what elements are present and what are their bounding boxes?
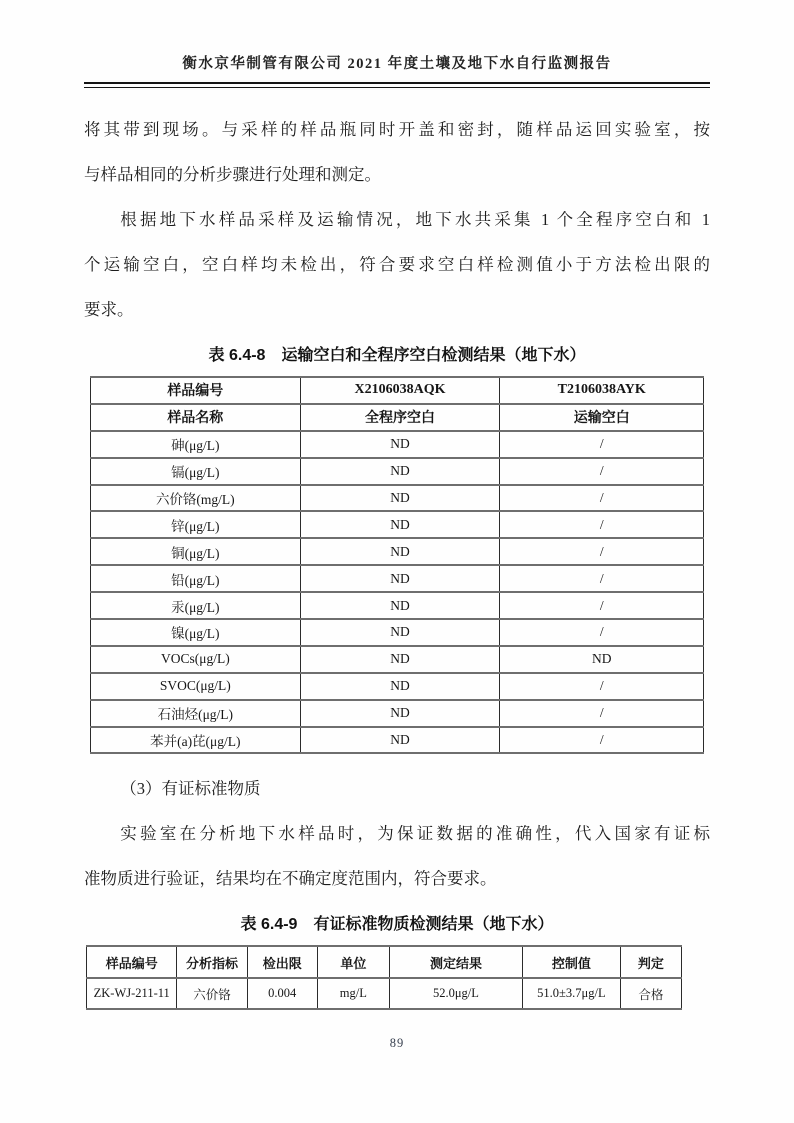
table-cell: 测定结果 [389,946,522,978]
table-cell: / [500,485,704,512]
table-row [87,946,682,978]
table-row [91,377,704,404]
table-row [91,511,704,538]
paragraph-crm-description [84,811,710,901]
table-cell: SVOC(μg/L) [91,673,301,700]
paragraph-sample-handling [84,107,710,197]
table-cell: 砷(μg/L) [91,431,301,458]
table-cell: X2106038AQK [300,377,500,404]
table-cell: 判定 [620,946,681,978]
table-cell: 51.0±3.7μg/L [523,978,621,1010]
page-body [84,107,710,1051]
table-cell: / [500,619,704,646]
table-cell: 苯并(a)芘(μg/L) [91,727,301,754]
table-cell: 锌(μg/L) [91,511,301,538]
table-cell: ND [300,538,500,565]
table-cell: 分析指标 [177,946,247,978]
table-cell: ND [300,619,500,646]
table-row [91,404,704,431]
header-divider [84,82,710,88]
table-cell: ND [300,700,500,727]
paragraph-line: 个运输空白，空白样均未检出，符合要求空白样检测值小于方法检出限的 [84,255,710,274]
paragraph-crm-heading [84,766,710,811]
table-cell: ND [500,646,704,673]
table-cell: / [500,592,704,619]
table-cell: mg/L [317,978,389,1010]
table-row [91,565,704,592]
table-row [91,592,704,619]
table-cell: 石油烃(μg/L) [91,700,301,727]
table-cell: ND [300,565,500,592]
table-cell: / [500,727,704,754]
table-cell: 样品名称 [91,404,301,431]
paragraph-line: （3）有证标准物质 [120,779,261,799]
table-row [91,431,704,458]
table-cell: T2106038AYK [500,377,704,404]
table-cell: 运输空白 [500,404,704,431]
table-cell: 0.004 [247,978,317,1010]
table-cell: 合格 [620,978,681,1010]
paragraph-line: 将其带到现场。与采样的样品瓶同时开盖和密封，随样品运回实验室，按 [84,120,710,139]
table-cell: ND [300,646,500,673]
paragraph-blank-samples [84,197,710,332]
crm-results-table [86,945,682,1010]
table-cell: 六价铬(mg/L) [91,485,301,512]
table-row [91,727,704,754]
table-cell: 检出限 [247,946,317,978]
table-cell: 汞(μg/L) [91,592,301,619]
table-cell: ND [300,592,500,619]
table-cell: ZK-WJ-211-11 [87,978,177,1010]
table-cell: 铜(μg/L) [91,538,301,565]
table-cell: 样品编号 [91,377,301,404]
table-cell: ND [300,727,500,754]
page-header-title: 衡水京华制管有限公司 2021 年度土壤及地下水自行监测报告 [182,56,612,72]
table-row [91,619,704,646]
table-cell: 全程序空白 [300,404,500,431]
table-row [91,646,704,673]
paragraph-line: 准物质进行验证，结果均在不确定度范围内，符合要求。 [84,869,497,889]
table-row [91,485,704,512]
table-cell: VOCs(μg/L) [91,646,301,673]
table-cell: 样品编号 [87,946,177,978]
crm-results-table-header [87,946,682,978]
table-cell: / [500,511,704,538]
table-cell: / [500,458,704,485]
table-cell: 铅(μg/L) [91,565,301,592]
table2-title: 表 6.4-9 有证标准物质检测结果（地下水） [240,916,554,934]
table-row [91,700,704,727]
table-cell: ND [300,431,500,458]
table-cell: ND [300,485,500,512]
table-cell: 镍(μg/L) [91,619,301,646]
page-number: 89 [389,1036,405,1051]
table-row [91,458,704,485]
paragraph-line: 要求。 [84,300,134,319]
paragraph-line: 实验室在分析地下水样品时，为保证数据的准确性，代入国家有证标 [120,824,710,844]
table-cell: / [500,431,704,458]
table-cell: 六价铬 [177,978,247,1010]
blank-results-table-body [91,431,704,754]
table-cell: 镉(μg/L) [91,458,301,485]
table-cell: 单位 [317,946,389,978]
paragraph-line: 根据地下水样品采样及运输情况，地下水共采集 1 个全程序空白和 1 [120,210,710,229]
table-cell: ND [300,673,500,700]
table-cell: / [500,538,704,565]
table-cell: 52.0μg/L [389,978,522,1010]
table-row [91,538,704,565]
paragraph-line: 与样品相同的分析步骤进行处理和测定。 [84,165,381,184]
table-cell: / [500,673,704,700]
table-cell: / [500,700,704,727]
table-row [91,673,704,700]
crm-results-table-body [87,978,682,1010]
table-row [87,978,682,1010]
blank-results-table-header [91,377,704,431]
blank-results-table [90,376,704,754]
table1-title: 表 6.4-8 运输空白和全程序空白检测结果（地下水） [208,347,586,364]
table-cell: ND [300,511,500,538]
table-cell: ND [300,458,500,485]
table-cell: 控制值 [523,946,621,978]
table-cell: / [500,565,704,592]
